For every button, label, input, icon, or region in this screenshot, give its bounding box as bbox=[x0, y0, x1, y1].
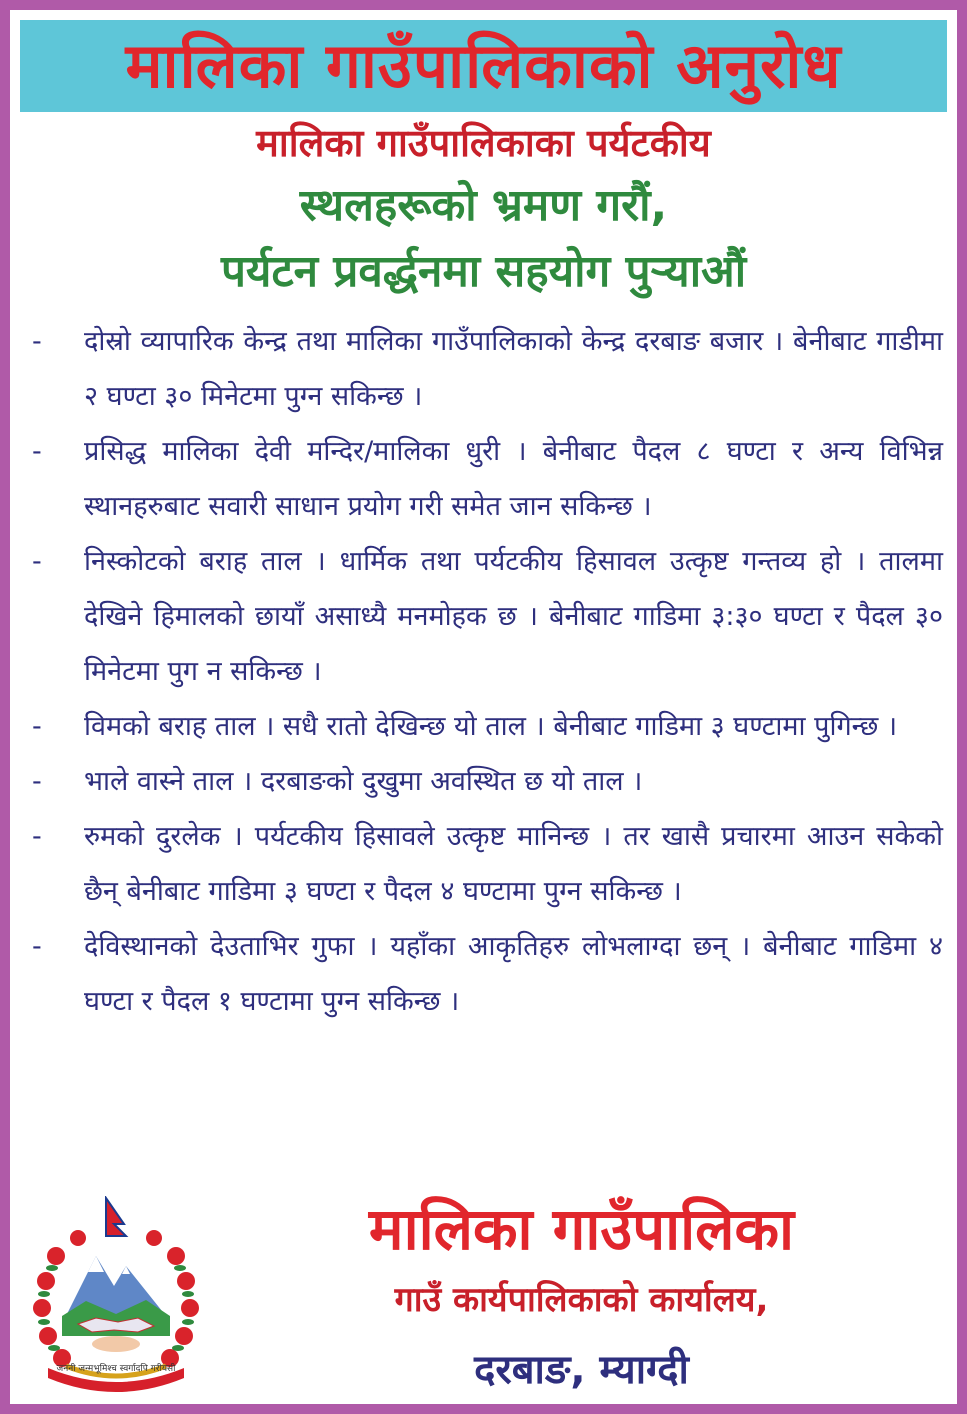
list-item bbox=[30, 424, 943, 534]
header-band bbox=[20, 20, 947, 112]
list-item-text: विमको बराह ताल । सधै रातो देखिन्छ यो ताल । बेनीबाट गाडिमा ३ घण्टामा पुगिन्छ । bbox=[84, 711, 898, 742]
list-item bbox=[30, 919, 943, 1029]
list-item-text: देविस्थानको देउताभिर गुफा । यहाँका आकृतिहरु लोभलाग्दा छन् । बेनीबाट गाडिमा ४ घण्टा र पैदल १ घण्टामा पुग्न सकिन्छ । bbox=[84, 931, 943, 1017]
list-item bbox=[30, 534, 943, 699]
nepal-government-emblem-icon bbox=[26, 1196, 206, 1396]
list-item bbox=[30, 699, 943, 754]
bullet-dash: - bbox=[32, 821, 42, 852]
bullet-dash: - bbox=[32, 931, 42, 962]
list-item-text: भाले वास्ने ताल । दरबाङको दुखुमा अवस्थित छ यो ताल । bbox=[84, 766, 643, 797]
footer-municipality-name: मालिका गाउँपालिका bbox=[368, 1195, 795, 1263]
bullet-dash: - bbox=[32, 766, 42, 797]
emblem-motto: जननी जन्मभूमिश्च स्वर्गादपि गरीयसी bbox=[56, 1364, 176, 1374]
bullet-dash: - bbox=[32, 436, 42, 467]
bullet-dash: - bbox=[32, 546, 42, 577]
list-item-text: दोस्रो व्यापारिक केन्द्र तथा मालिका गाउँपालिकाको केन्द्र दरबाङ बजार । बेनीबाट गाडीमा २ घण्टा ३० मिनेटमा पुग्न सकिन्छ । bbox=[84, 326, 943, 412]
list-item bbox=[30, 314, 943, 424]
subtitle-line-2: स्थलहरूको भ्रमण गरौं, bbox=[299, 180, 668, 231]
header-title: मालिका गाउँपालिकाको अनुरोध bbox=[125, 29, 842, 102]
list-item-text: प्रसिद्ध मालिका देवी मन्दिर/मालिका धुरी । बेनीबाट पैदल ८ घण्टा र अन्य विभिन्न स्थानहरुबाट सवारी साधान प्रयोग गरी समेत जान सकिन्छ । bbox=[84, 436, 943, 522]
list-item-text: रुमको दुरलेक । पर्यटकीय हिसावले उत्कृष्ट मानिन्छ । तर खासै प्रचारमा आउन सकेको छैन् बेनीबाट गाडिमा ३ घण्टा र पैदल ४ घण्टामा पुग्न सकिन्छ । bbox=[84, 821, 943, 907]
list-item bbox=[30, 754, 943, 809]
list-item bbox=[30, 809, 943, 919]
footer-address: दरबाङ, म्याग्दी bbox=[474, 1347, 689, 1393]
list-item-text: निस्कोटको बराह ताल । धार्मिक तथा पर्यटकीय हिसावल उत्कृष्ट गन्तव्य हो । तालमा देखिने हिमालको छायाँ असाध्यै मनमोहक छ । बेनीबाट गाडिमा ३:३० घण्टा र पैदल ३० मिनेटमा पुग न सकिन्छ । bbox=[84, 546, 943, 687]
bullet-dash: - bbox=[32, 711, 42, 742]
bullet-dash: - bbox=[32, 326, 42, 357]
subtitle-line-3: पर्यटन प्रवर्द्धनमा सहयोग पुऱ्याऔं bbox=[220, 246, 747, 297]
footer-office-name: गाउँ कार्यपालिकाको कार्यालय, bbox=[394, 1280, 769, 1320]
tourist-site-list bbox=[30, 314, 943, 1029]
subtitle-line-1: मालिका गाउँपालिकाका पर्यटकीय bbox=[256, 121, 711, 165]
